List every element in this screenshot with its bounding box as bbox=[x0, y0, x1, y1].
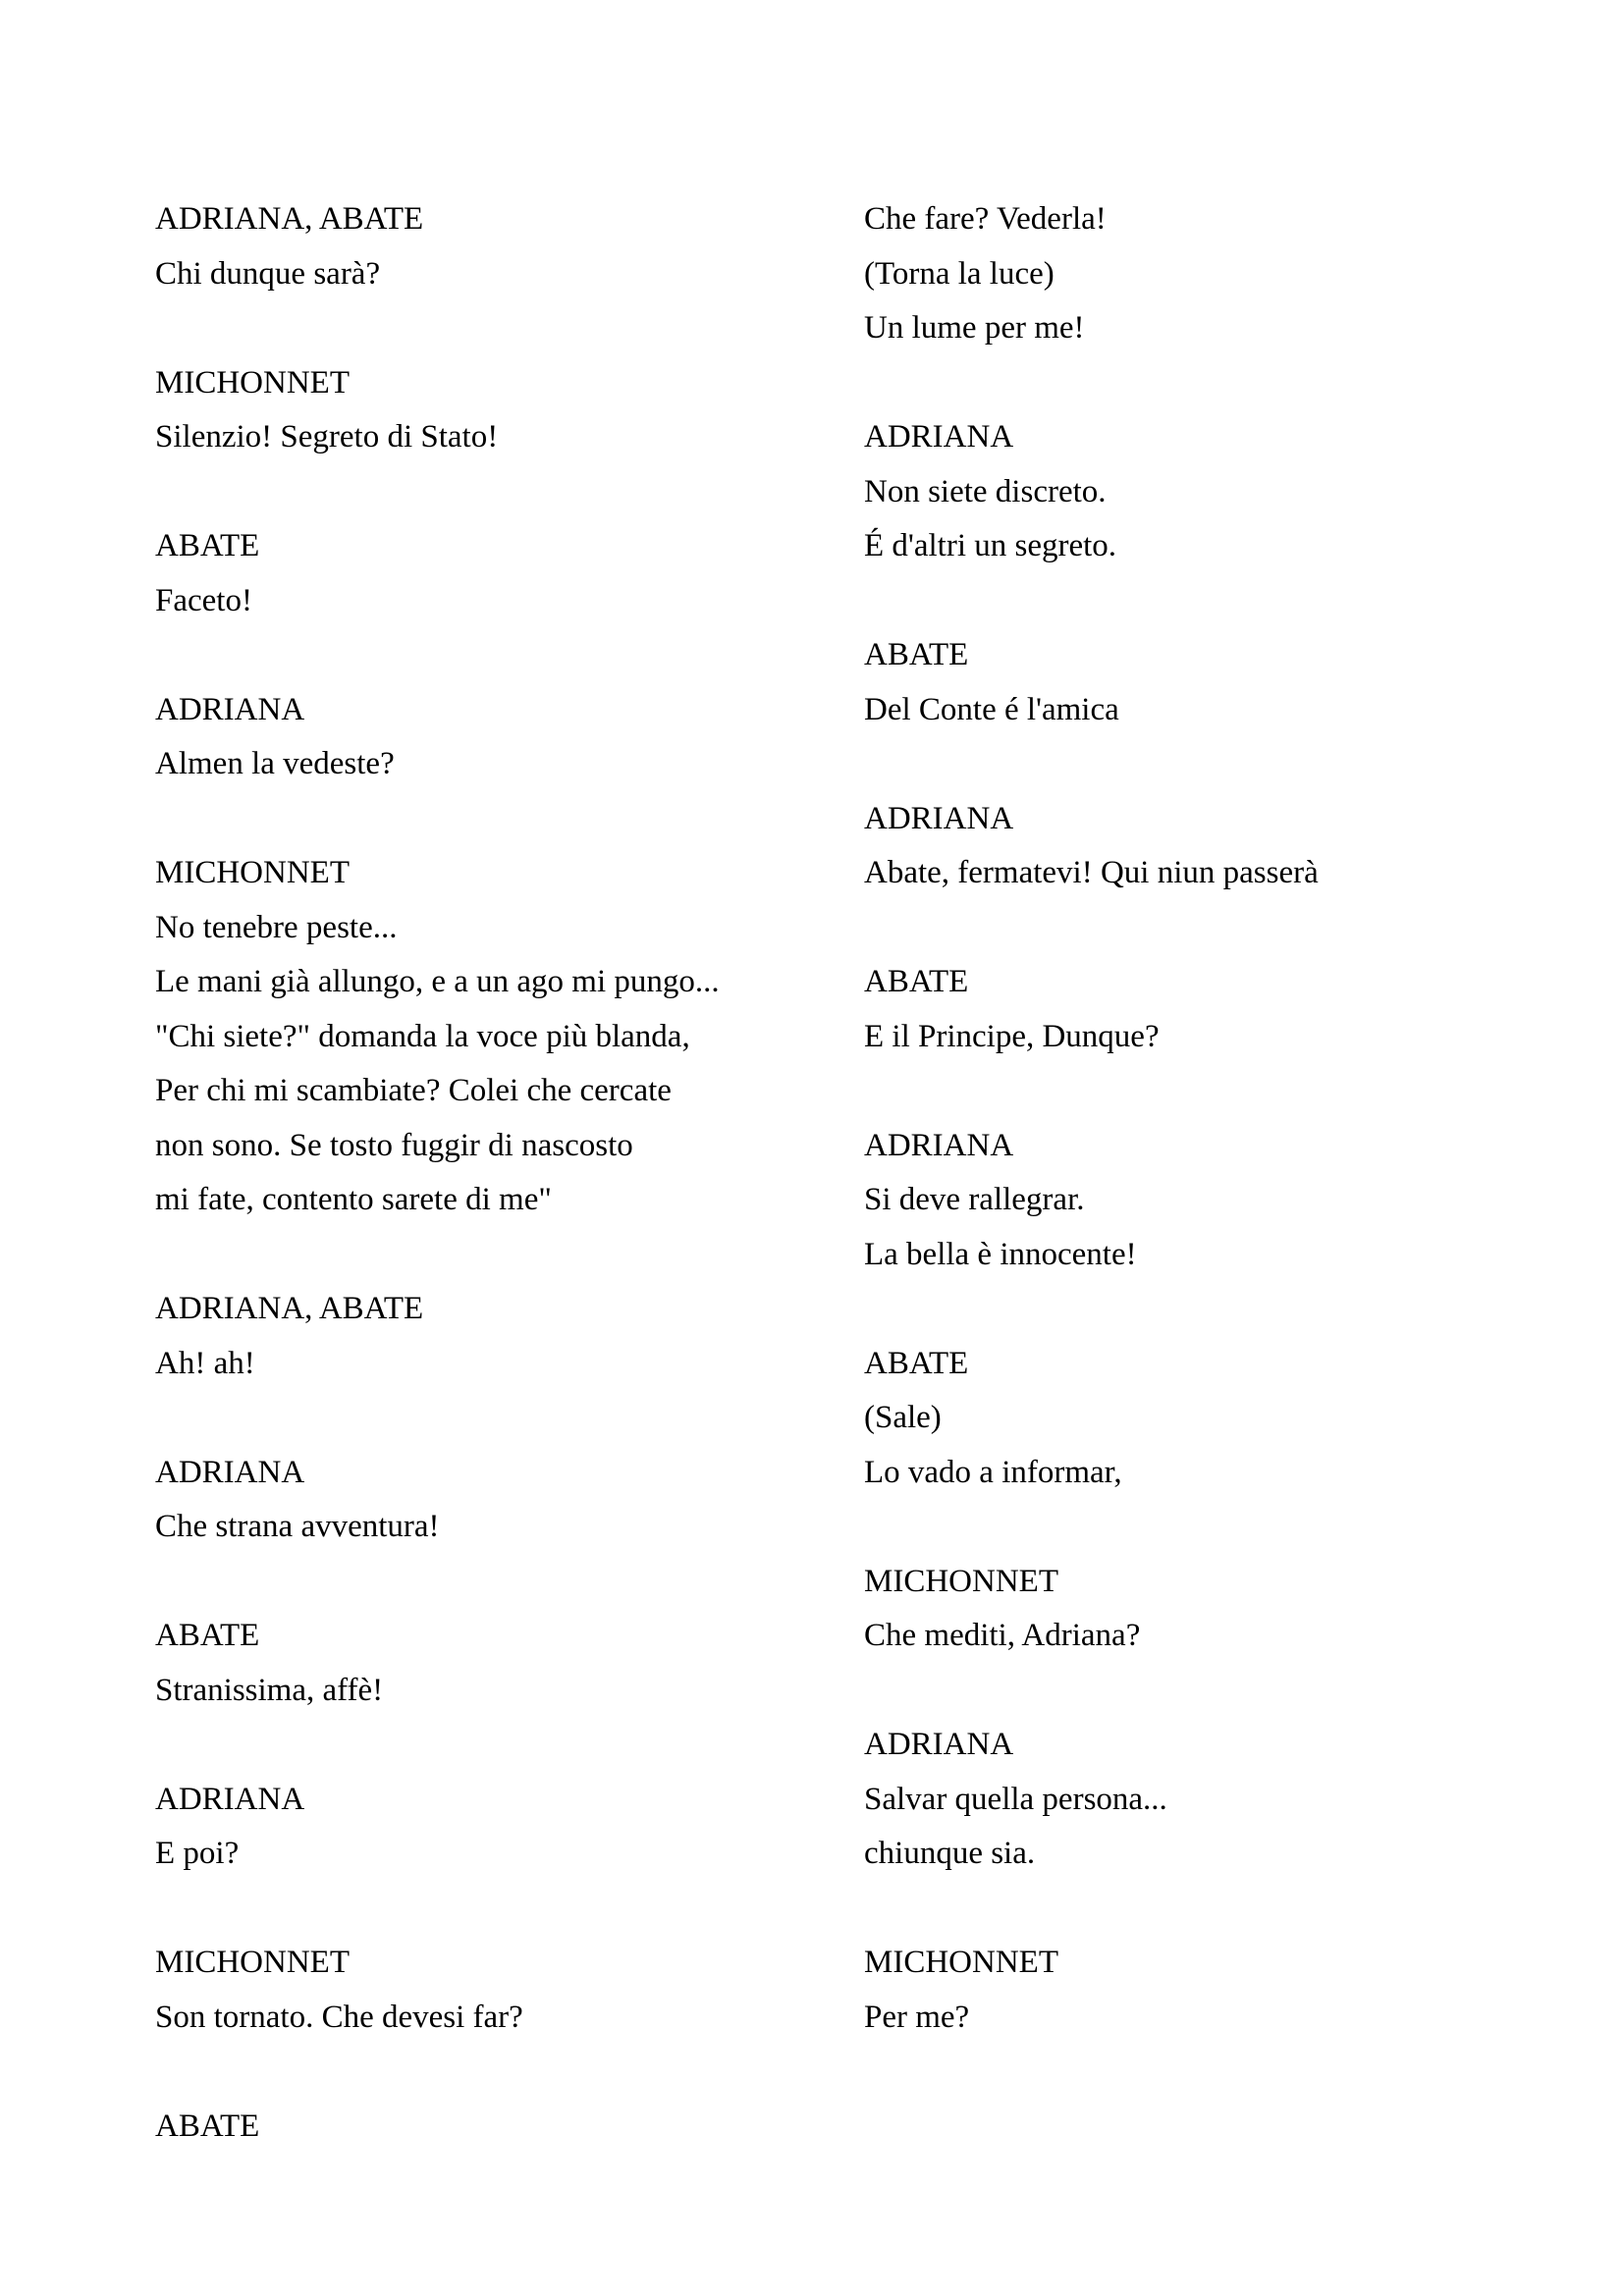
dialogue-line: Lo vado a informar, bbox=[864, 1454, 1122, 1490]
speaker-name: ADRIANA bbox=[864, 1127, 1014, 1163]
dialogue-line: (Sale) bbox=[864, 1400, 942, 1435]
dialogue-line: Almen la vedeste? bbox=[155, 746, 395, 781]
speaker-name: ADRIANA bbox=[155, 691, 305, 727]
dialogue-block bbox=[864, 628, 1551, 737]
speaker-name: ADRIANA bbox=[155, 1454, 305, 1490]
speaker-name: MICHONNET bbox=[864, 1563, 1058, 1599]
speaker-name: ABATE bbox=[864, 1345, 969, 1381]
block-spacer bbox=[864, 574, 1551, 629]
dialogue-block bbox=[864, 1718, 1551, 1882]
dialogue-block bbox=[864, 792, 1551, 901]
dialogue-block bbox=[155, 1609, 842, 1718]
dialogue-block bbox=[155, 192, 842, 301]
block-spacer bbox=[864, 1064, 1551, 1119]
speaker-name: MICHONNET bbox=[864, 1945, 1058, 1980]
dialogue-line: Faceto! bbox=[155, 582, 252, 618]
dialogue-line: Silenzio! Segreto di Stato! bbox=[155, 419, 499, 454]
dialogue-line: Un lume per me! bbox=[864, 310, 1085, 346]
dialogue-line: (Torna la luce) bbox=[864, 255, 1055, 292]
dialogue-line: chiunque sia. bbox=[864, 1836, 1036, 1871]
block-spacer bbox=[155, 1882, 842, 1937]
dialogue-line: mi fate, contento sarete di me" bbox=[155, 1182, 552, 1217]
right-column bbox=[864, 192, 1551, 2045]
block-spacer bbox=[864, 901, 1551, 956]
dialogue-block bbox=[864, 192, 1551, 356]
block-spacer bbox=[864, 356, 1551, 411]
dialogue-block bbox=[155, 846, 842, 1228]
speaker-name: ADRIANA bbox=[864, 800, 1014, 836]
block-spacer bbox=[864, 1282, 1551, 1337]
speaker-name: ADRIANA bbox=[864, 1727, 1014, 1762]
dialogue-block bbox=[155, 1773, 842, 1882]
block-spacer bbox=[864, 1500, 1551, 1555]
dialogue-line: Del Conte é l'amica bbox=[864, 691, 1119, 727]
block-spacer bbox=[155, 2045, 842, 2100]
dialogue-line: Salvar quella persona... bbox=[864, 1781, 1167, 1817]
speaker-name: ABATE bbox=[864, 637, 969, 672]
speaker-name: MICHONNET bbox=[155, 364, 350, 400]
dialogue-block bbox=[155, 683, 842, 792]
block-spacer bbox=[155, 465, 842, 520]
block-spacer bbox=[155, 301, 842, 356]
dialogue-line: Stranissima, affè! bbox=[155, 1672, 384, 1708]
speaker-name: ADRIANA bbox=[155, 1781, 305, 1817]
dialogue-line: "Chi siete?" domanda la voce più blanda, bbox=[155, 1018, 690, 1054]
block-spacer bbox=[155, 792, 842, 847]
dialogue-line: non sono. Se tosto fuggir di nascosto bbox=[155, 1127, 633, 1163]
speaker-name: MICHONNET bbox=[155, 1945, 350, 1980]
speaker-name: ADRIANA, ABATE bbox=[155, 1291, 424, 1326]
speaker-name: ADRIANA bbox=[864, 419, 1014, 454]
dialogue-line: No tenebre peste... bbox=[155, 909, 398, 945]
dialogue-line: Che mediti, Adriana? bbox=[864, 1618, 1141, 1653]
dialogue-line: É d'altri un segreto. bbox=[864, 528, 1117, 563]
block-spacer bbox=[864, 1664, 1551, 1719]
dialogue-line: Si deve rallegrar. bbox=[864, 1182, 1085, 1217]
dialogue-line: Chi dunque sarà? bbox=[155, 255, 381, 292]
block-spacer bbox=[155, 1228, 842, 1283]
dialogue-line: Per me? bbox=[864, 1999, 970, 2035]
dialogue-line: Che fare? Vederla! bbox=[864, 201, 1107, 237]
left-column bbox=[155, 192, 842, 2154]
block-spacer bbox=[155, 1391, 842, 1446]
dialogue-block bbox=[155, 1282, 842, 1391]
speaker-name: ABATE bbox=[155, 528, 260, 563]
dialogue-line: Le mani già allungo, e a un ago mi pungo... bbox=[155, 964, 720, 999]
block-spacer bbox=[155, 628, 842, 683]
dialogue-line: Abate, fermatevi! Qui niun passerà bbox=[864, 855, 1319, 890]
speaker-name: ABATE bbox=[155, 1618, 260, 1653]
dialogue-line: Non siete discreto. bbox=[864, 473, 1107, 509]
dialogue-line: Ah! ah! bbox=[155, 1345, 255, 1381]
block-spacer bbox=[155, 1718, 842, 1773]
speaker-name: MICHONNET bbox=[155, 855, 350, 890]
dialogue-line: La bella è innocente! bbox=[864, 1236, 1137, 1272]
dialogue-block bbox=[864, 1119, 1551, 1283]
dialogue-block bbox=[155, 2100, 842, 2155]
dialogue-block bbox=[864, 1936, 1551, 2045]
dialogue-block bbox=[864, 410, 1551, 574]
dialogue-block bbox=[155, 1446, 842, 1555]
speaker-name: ADRIANA, ABATE bbox=[155, 201, 424, 237]
dialogue-line: E il Principe, Dunque? bbox=[864, 1018, 1160, 1054]
dialogue-block bbox=[864, 1555, 1551, 1664]
dialogue-block bbox=[155, 1936, 842, 2045]
dialogue-block bbox=[155, 519, 842, 628]
block-spacer bbox=[864, 737, 1551, 792]
dialogue-line: Che strana avventura! bbox=[155, 1509, 440, 1544]
block-spacer bbox=[864, 1882, 1551, 1937]
dialogue-line: E poi? bbox=[155, 1836, 240, 1871]
dialogue-block bbox=[864, 955, 1551, 1064]
speaker-name: ABATE bbox=[155, 2108, 260, 2144]
dialogue-block bbox=[155, 356, 842, 465]
speaker-name: ABATE bbox=[864, 964, 969, 999]
block-spacer bbox=[155, 1555, 842, 1610]
dialogue-block bbox=[864, 1337, 1551, 1501]
dialogue-line: Son tornato. Che devesi far? bbox=[155, 1999, 523, 2035]
dialogue-line: Per chi mi scambiate? Colei che cercate bbox=[155, 1073, 672, 1108]
